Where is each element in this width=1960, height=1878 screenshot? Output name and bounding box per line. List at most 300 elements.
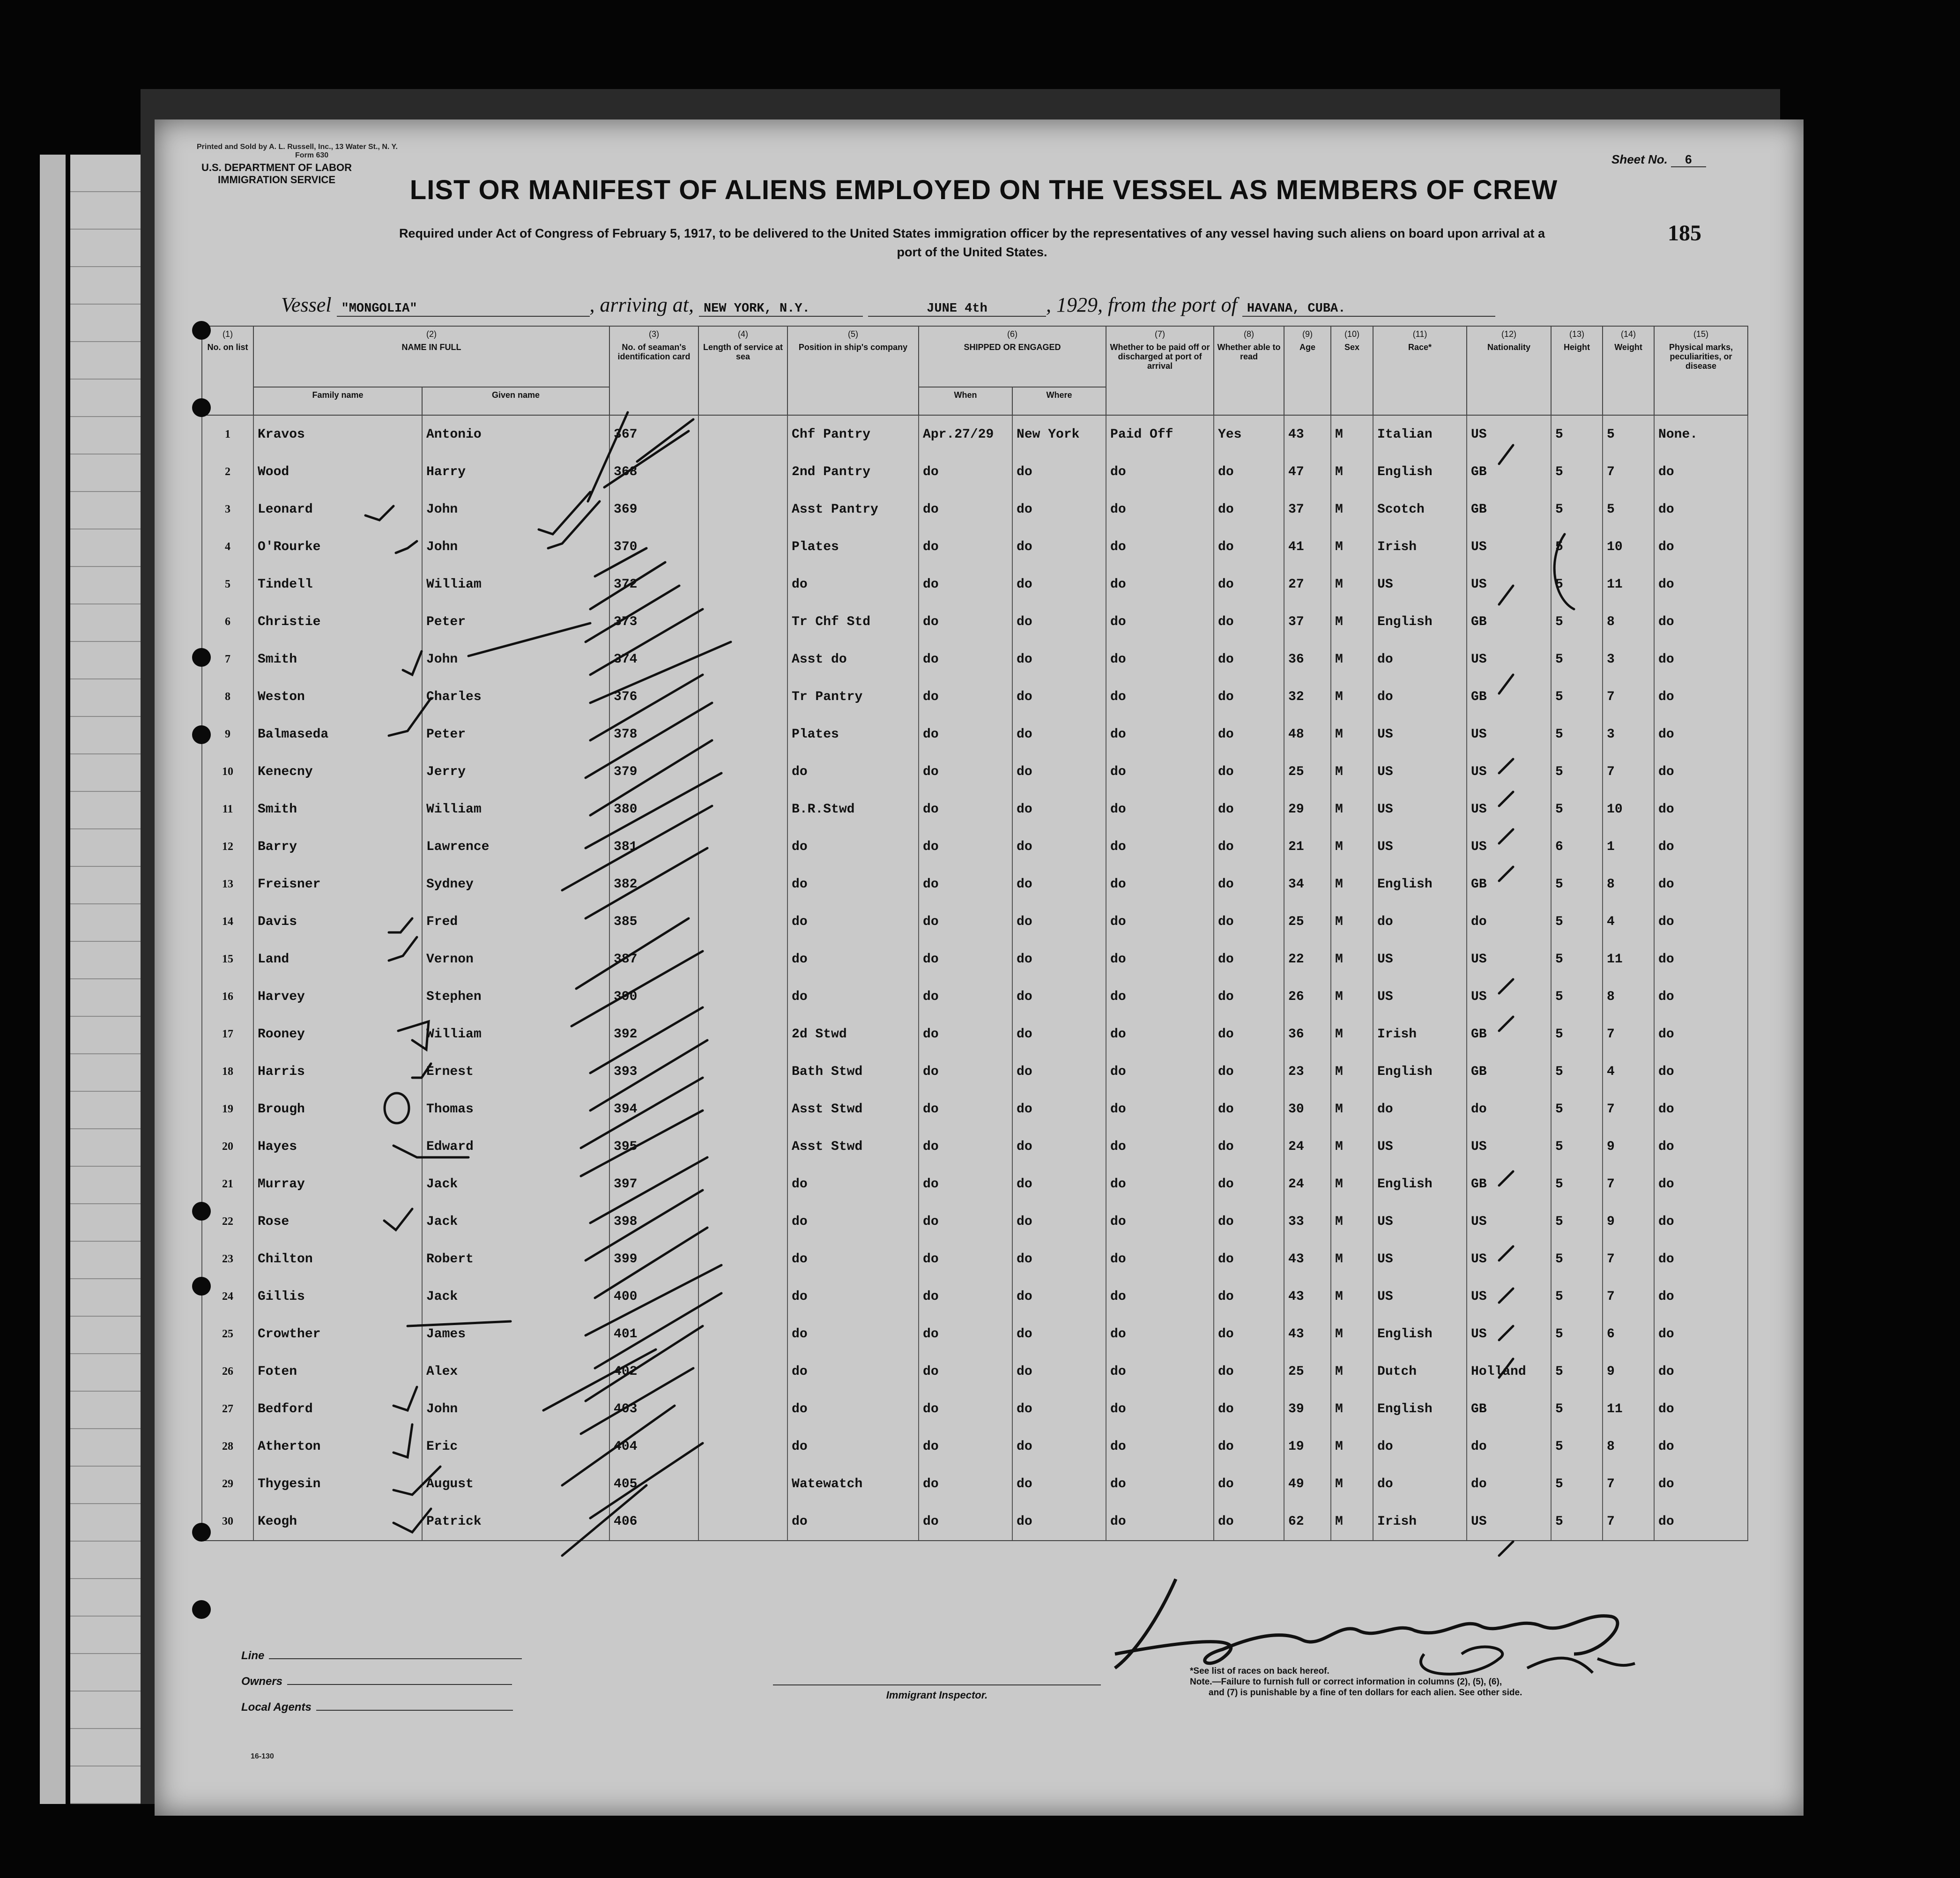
shipped-when-cell: do — [919, 1428, 1012, 1465]
vessel-line — [281, 293, 1686, 317]
sex-cell: M — [1331, 1053, 1373, 1090]
col-weight: (14) Weight — [1603, 326, 1654, 415]
length-of-service-cell — [698, 678, 787, 715]
given-name-cell: Lawrence — [422, 828, 609, 865]
family-name-cell: Harvey — [253, 978, 422, 1015]
row-number-cell: 15 — [202, 940, 253, 978]
age-cell: 36 — [1284, 1015, 1331, 1053]
length-of-service-cell — [698, 1465, 787, 1503]
position-cell: do — [787, 1203, 919, 1240]
able-to-read-cell: do — [1214, 940, 1284, 978]
race-cell: do — [1373, 903, 1467, 940]
sex-cell: M — [1331, 641, 1373, 678]
shipped-where-cell: do — [1012, 528, 1106, 566]
family-name-cell: Bedford — [253, 1390, 422, 1428]
position-cell: do — [787, 1315, 919, 1353]
owners-field: Owners — [241, 1675, 512, 1688]
col-race: (11) Race* — [1373, 326, 1467, 415]
length-of-service-cell — [698, 603, 787, 641]
row-number-cell: 2 — [202, 453, 253, 491]
length-of-service-cell — [698, 453, 787, 491]
paid-off-cell: do — [1106, 453, 1214, 491]
id-card-number-cell: 390 — [609, 978, 698, 1015]
sex-cell: M — [1331, 528, 1373, 566]
position-cell: do — [787, 865, 919, 903]
shipped-where-cell: do — [1012, 603, 1106, 641]
weight-cell: 7 — [1603, 678, 1654, 715]
race-cell: Dutch — [1373, 1353, 1467, 1390]
col-shipped: (6) SHIPPED OR ENGAGED — [919, 326, 1106, 387]
able-to-read-cell: do — [1214, 903, 1284, 940]
paid-off-cell: do — [1106, 528, 1214, 566]
id-card-number-cell: 395 — [609, 1128, 698, 1165]
length-of-service-cell — [698, 865, 787, 903]
paid-off-cell: do — [1106, 491, 1214, 528]
height-cell: 5 — [1551, 1315, 1603, 1353]
shipped-when-cell: do — [919, 641, 1012, 678]
length-of-service-cell — [698, 1353, 787, 1390]
physical-marks-cell: do — [1654, 566, 1748, 603]
arriving-port: NEW YORK, N.Y. — [699, 302, 863, 317]
table-row — [202, 453, 1748, 491]
sex-cell: M — [1331, 978, 1373, 1015]
given-name-cell: William — [422, 1015, 609, 1053]
race-cell: Scotch — [1373, 491, 1467, 528]
height-cell: 5 — [1551, 528, 1603, 566]
weight-cell: 7 — [1603, 453, 1654, 491]
physical-marks-cell: do — [1654, 1090, 1748, 1128]
punch-hole — [192, 1600, 211, 1619]
weight-cell: 9 — [1603, 1128, 1654, 1165]
able-to-read-cell: do — [1214, 865, 1284, 903]
arrival-date: JUNE 4th — [868, 302, 1046, 317]
table-row — [202, 865, 1748, 903]
id-card-number-cell: 374 — [609, 641, 698, 678]
physical-marks-cell: do — [1654, 940, 1748, 978]
vessel-name: "MONGOLIA" — [337, 302, 590, 317]
able-to-read-cell: do — [1214, 1503, 1284, 1541]
paid-off-cell: do — [1106, 940, 1214, 978]
nationality-cell: US — [1467, 1278, 1551, 1315]
position-cell: Asst Stwd — [787, 1090, 919, 1128]
weight-cell: 8 — [1603, 603, 1654, 641]
given-name-cell: James — [422, 1315, 609, 1353]
nationality-cell: US — [1467, 828, 1551, 865]
shipped-where-cell: do — [1012, 641, 1106, 678]
family-name-cell: Chilton — [253, 1240, 422, 1278]
able-to-read-cell: do — [1214, 790, 1284, 828]
race-cell: English — [1373, 603, 1467, 641]
length-of-service-cell — [698, 1015, 787, 1053]
age-cell: 23 — [1284, 1053, 1331, 1090]
id-card-number-cell: 379 — [609, 753, 698, 790]
paid-off-cell: do — [1106, 1015, 1214, 1053]
age-cell: 24 — [1284, 1165, 1331, 1203]
age-cell: 43 — [1284, 1278, 1331, 1315]
row-number-cell: 19 — [202, 1090, 253, 1128]
table-row — [202, 1015, 1748, 1053]
race-cell: Italian — [1373, 415, 1467, 453]
table-row — [202, 528, 1748, 566]
family-name-cell: Atherton — [253, 1428, 422, 1465]
nationality-cell: do — [1467, 1090, 1551, 1128]
sheet-number — [1611, 152, 1706, 167]
table-row — [202, 1503, 1748, 1541]
given-name-cell: Patrick — [422, 1503, 609, 1541]
table-row — [202, 715, 1748, 753]
col-marks: (15) Physical marks, peculiarities, or disease — [1654, 326, 1748, 415]
paid-off-cell: do — [1106, 1428, 1214, 1465]
race-cell: US — [1373, 1240, 1467, 1278]
shipped-when-cell: do — [919, 1390, 1012, 1428]
physical-marks-cell: do — [1654, 903, 1748, 940]
position-cell: Asst Stwd — [787, 1128, 919, 1165]
stamped-number: 185 — [1668, 221, 1701, 246]
sex-cell: M — [1331, 1015, 1373, 1053]
given-name-cell: Fred — [422, 903, 609, 940]
paid-off-cell: do — [1106, 566, 1214, 603]
table-row — [202, 753, 1748, 790]
immigrant-inspector-line: Immigrant Inspector. — [773, 1684, 1101, 1701]
height-cell: 5 — [1551, 865, 1603, 903]
race-cell: US — [1373, 1203, 1467, 1240]
family-name-cell: Kravos — [253, 415, 422, 453]
id-card-number-cell: 381 — [609, 828, 698, 865]
col-where: Where — [1012, 387, 1106, 415]
age-cell: 30 — [1284, 1090, 1331, 1128]
id-card-number-cell: 405 — [609, 1465, 698, 1503]
given-name-cell: Alex — [422, 1353, 609, 1390]
id-card-number-cell: 406 — [609, 1503, 698, 1541]
position-cell: 2nd Pantry — [787, 453, 919, 491]
able-to-read-cell: do — [1214, 1053, 1284, 1090]
requirement-text — [258, 224, 1686, 261]
length-of-service-cell — [698, 1128, 787, 1165]
nationality-cell: US — [1467, 566, 1551, 603]
position-cell: do — [787, 753, 919, 790]
family-name-cell: Keogh — [253, 1503, 422, 1541]
position-cell: do — [787, 978, 919, 1015]
shipped-when-cell: do — [919, 1240, 1012, 1278]
shipped-where-cell: do — [1012, 1203, 1106, 1240]
family-name-cell: Murray — [253, 1165, 422, 1203]
weight-cell: 3 — [1603, 641, 1654, 678]
id-card-number-cell: 378 — [609, 715, 698, 753]
able-to-read-cell: do — [1214, 1240, 1284, 1278]
physical-marks-cell: None. — [1654, 415, 1748, 453]
able-to-read-cell: do — [1214, 528, 1284, 566]
row-number-cell: 20 — [202, 1128, 253, 1165]
paid-off-cell: do — [1106, 978, 1214, 1015]
arrival-year: 29 — [1077, 293, 1098, 316]
age-cell: 27 — [1284, 566, 1331, 603]
shipped-where-cell: do — [1012, 1015, 1106, 1053]
punch-hole — [192, 648, 211, 667]
physical-marks-cell: do — [1654, 1165, 1748, 1203]
position-cell: do — [787, 828, 919, 865]
able-to-read-cell: do — [1214, 453, 1284, 491]
id-card-number-cell: 392 — [609, 1015, 698, 1053]
physical-marks-cell: do — [1654, 1203, 1748, 1240]
sex-cell: M — [1331, 1165, 1373, 1203]
row-number-cell: 28 — [202, 1428, 253, 1465]
nationality-cell: do — [1467, 1465, 1551, 1503]
sex-cell: M — [1331, 491, 1373, 528]
nationality-cell: US — [1467, 1203, 1551, 1240]
sex-cell: M — [1331, 715, 1373, 753]
shipped-where-cell: do — [1012, 865, 1106, 903]
id-card-number-cell: 398 — [609, 1203, 698, 1240]
position-cell: Chf Pantry — [787, 415, 919, 453]
paid-off-cell: do — [1106, 641, 1214, 678]
local-agents-field: Local Agents — [241, 1701, 513, 1714]
nationality-cell: US — [1467, 715, 1551, 753]
nationality-cell: US — [1467, 528, 1551, 566]
family-name-cell: Harris — [253, 1053, 422, 1090]
able-to-read-cell: do — [1214, 1428, 1284, 1465]
sex-cell: M — [1331, 1353, 1373, 1390]
position-cell: Plates — [787, 715, 919, 753]
id-card-number-cell: 394 — [609, 1090, 698, 1128]
family-name-cell: Thygesin — [253, 1465, 422, 1503]
id-card-number-cell: 404 — [609, 1428, 698, 1465]
length-of-service-cell — [698, 1315, 787, 1353]
col-name: (2) NAME IN FULL — [253, 326, 609, 387]
physical-marks-cell: do — [1654, 453, 1748, 491]
length-of-service-cell — [698, 940, 787, 978]
table-row — [202, 1278, 1748, 1315]
able-to-read-cell: do — [1214, 1278, 1284, 1315]
race-cell: do — [1373, 1090, 1467, 1128]
shipped-when-cell: do — [919, 528, 1012, 566]
row-number-cell: 21 — [202, 1165, 253, 1203]
position-cell: B.R.Stwd — [787, 790, 919, 828]
table-row — [202, 641, 1748, 678]
id-card-number-cell: 382 — [609, 865, 698, 903]
row-number-cell: 9 — [202, 715, 253, 753]
shipped-where-cell: do — [1012, 1053, 1106, 1090]
shipped-when-cell: do — [919, 1278, 1012, 1315]
age-cell: 39 — [1284, 1390, 1331, 1428]
race-cell: English — [1373, 865, 1467, 903]
weight-cell: 10 — [1603, 528, 1654, 566]
height-cell: 5 — [1551, 1128, 1603, 1165]
from-port: HAVANA, CUBA. — [1242, 302, 1495, 317]
punch-hole — [192, 1277, 211, 1296]
length-of-service-cell — [698, 1428, 787, 1465]
height-cell: 5 — [1551, 1165, 1603, 1203]
row-number-cell: 6 — [202, 603, 253, 641]
paid-off-cell: do — [1106, 1090, 1214, 1128]
sex-cell: M — [1331, 678, 1373, 715]
shipped-where-cell: do — [1012, 1090, 1106, 1128]
given-name-cell: Jack — [422, 1278, 609, 1315]
race-cell: US — [1373, 940, 1467, 978]
col-nationality: (12) Nationality — [1467, 326, 1551, 415]
table-row — [202, 491, 1748, 528]
position-cell: do — [787, 940, 919, 978]
paid-off-cell: do — [1106, 603, 1214, 641]
row-number-cell: 12 — [202, 828, 253, 865]
shipped-where-cell: do — [1012, 1315, 1106, 1353]
able-to-read-cell: do — [1214, 1315, 1284, 1353]
requirement-line-2: port of the United States. — [897, 245, 1047, 259]
requirement-line-1: Required under Act of Congress of February 5, 1917, to be delivered to the United States immigration officer by the representatives of any vessel having such aliens on board upon arrival at a — [399, 226, 1545, 240]
physical-marks-cell: do — [1654, 828, 1748, 865]
physical-marks-cell: do — [1654, 1503, 1748, 1541]
row-number-cell: 24 — [202, 1278, 253, 1315]
position-cell: do — [787, 1428, 919, 1465]
physical-marks-cell: do — [1654, 1353, 1748, 1390]
height-cell: 5 — [1551, 1278, 1603, 1315]
shipped-where-cell: do — [1012, 1428, 1106, 1465]
weight-cell: 4 — [1603, 903, 1654, 940]
shipped-when-cell: do — [919, 678, 1012, 715]
shipped-when-cell: do — [919, 1503, 1012, 1541]
weight-cell: 4 — [1603, 1053, 1654, 1090]
table-row — [202, 1353, 1748, 1390]
id-card-number-cell: 393 — [609, 1053, 698, 1090]
table-row — [202, 1053, 1748, 1090]
table-row — [202, 678, 1748, 715]
height-cell: 5 — [1551, 415, 1603, 453]
height-cell: 5 — [1551, 1015, 1603, 1053]
position-cell: Tr Pantry — [787, 678, 919, 715]
weight-cell: 9 — [1603, 1203, 1654, 1240]
weight-cell: 3 — [1603, 715, 1654, 753]
col-sex: (10) Sex — [1331, 326, 1373, 415]
height-cell: 5 — [1551, 1203, 1603, 1240]
height-cell: 5 — [1551, 753, 1603, 790]
shipped-when-cell: do — [919, 1015, 1012, 1053]
paid-off-cell: do — [1106, 828, 1214, 865]
nationality-cell: GB — [1467, 453, 1551, 491]
id-card-number-cell: 399 — [609, 1240, 698, 1278]
paid-off-cell: do — [1106, 1203, 1214, 1240]
age-cell: 48 — [1284, 715, 1331, 753]
length-of-service-cell — [698, 415, 787, 453]
able-to-read-cell: do — [1214, 1203, 1284, 1240]
family-name-cell: Tindell — [253, 566, 422, 603]
shipped-where-cell: New York — [1012, 415, 1106, 453]
race-cell: US — [1373, 828, 1467, 865]
race-cell: do — [1373, 1428, 1467, 1465]
department-name: U.S. DEPARTMENT OF LABOR — [201, 162, 352, 173]
shipped-when-cell: do — [919, 1165, 1012, 1203]
row-number-cell: 1 — [202, 415, 253, 453]
length-of-service-cell — [698, 828, 787, 865]
physical-marks-cell: do — [1654, 1128, 1748, 1165]
race-cell: English — [1373, 1165, 1467, 1203]
shipped-when-cell: do — [919, 1315, 1012, 1353]
punch-hole — [192, 1523, 211, 1542]
shipped-where-cell: do — [1012, 715, 1106, 753]
race-cell: do — [1373, 641, 1467, 678]
shipped-when-cell: do — [919, 603, 1012, 641]
id-card-number-cell: 385 — [609, 903, 698, 940]
table-row — [202, 790, 1748, 828]
length-of-service-cell — [698, 753, 787, 790]
age-cell: 21 — [1284, 828, 1331, 865]
weight-cell: 7 — [1603, 1240, 1654, 1278]
table-row — [202, 978, 1748, 1015]
nationality-cell: US — [1467, 940, 1551, 978]
length-of-service-cell — [698, 903, 787, 940]
shipped-when-cell: do — [919, 903, 1012, 940]
given-name-cell: Antonio — [422, 415, 609, 453]
paid-off-cell: do — [1106, 1053, 1214, 1090]
nationality-cell: US — [1467, 1503, 1551, 1541]
given-name-cell: John — [422, 641, 609, 678]
height-cell: 5 — [1551, 903, 1603, 940]
weight-cell: 1 — [1603, 828, 1654, 865]
shipped-when-cell: do — [919, 453, 1012, 491]
shipped-where-cell: do — [1012, 1353, 1106, 1390]
physical-marks-cell: do — [1654, 603, 1748, 641]
paid-off-cell: do — [1106, 753, 1214, 790]
age-cell: 25 — [1284, 1353, 1331, 1390]
printer-line: Printed and Sold by A. L. Russell, Inc., 13 Water St., N. Y. — [197, 143, 398, 151]
nationality-cell: US — [1467, 1128, 1551, 1165]
age-cell: 25 — [1284, 903, 1331, 940]
adjacent-page-edge — [70, 155, 145, 1804]
table-row — [202, 1090, 1748, 1128]
race-cell: Irish — [1373, 1015, 1467, 1053]
shipped-where-cell: do — [1012, 828, 1106, 865]
length-of-service-cell — [698, 1503, 787, 1541]
shipped-when-cell: do — [919, 491, 1012, 528]
weight-cell: 5 — [1603, 415, 1654, 453]
shipped-where-cell: do — [1012, 753, 1106, 790]
position-cell: do — [787, 1278, 919, 1315]
given-name-cell: August — [422, 1465, 609, 1503]
race-cell: US — [1373, 790, 1467, 828]
nationality-cell: US — [1467, 1240, 1551, 1278]
race-cell: Irish — [1373, 1503, 1467, 1541]
row-number-cell: 29 — [202, 1465, 253, 1503]
sex-cell: M — [1331, 1128, 1373, 1165]
family-name-cell: Rooney — [253, 1015, 422, 1053]
age-cell: 29 — [1284, 790, 1331, 828]
length-of-service-cell — [698, 528, 787, 566]
row-number-cell: 10 — [202, 753, 253, 790]
form-number: Form 630 — [295, 151, 329, 159]
able-to-read-cell: do — [1214, 678, 1284, 715]
paid-off-cell: do — [1106, 1503, 1214, 1541]
able-to-read-cell: do — [1214, 1128, 1284, 1165]
given-name-cell: Ernest — [422, 1053, 609, 1090]
length-of-service-cell — [698, 978, 787, 1015]
able-to-read-cell: do — [1214, 1015, 1284, 1053]
table-row — [202, 903, 1748, 940]
paid-off-cell: do — [1106, 1315, 1214, 1353]
position-cell: do — [787, 1165, 919, 1203]
length-of-service-cell — [698, 641, 787, 678]
col-when: When — [919, 387, 1012, 415]
col-family-name: Family name — [253, 387, 422, 415]
paid-off-cell: do — [1106, 1165, 1214, 1203]
col-paid-off: (7) Whether to be paid off or discharged at port of arrival — [1106, 326, 1214, 415]
vessel-label: Vessel — [281, 293, 332, 316]
age-cell: 43 — [1284, 415, 1331, 453]
height-cell: 5 — [1551, 1503, 1603, 1541]
family-name-cell: Freisner — [253, 865, 422, 903]
physical-marks-cell: do — [1654, 978, 1748, 1015]
from-label: , from the port of — [1097, 293, 1237, 316]
given-name-cell: John — [422, 528, 609, 566]
given-name-cell: Stephen — [422, 978, 609, 1015]
row-number-cell: 22 — [202, 1203, 253, 1240]
